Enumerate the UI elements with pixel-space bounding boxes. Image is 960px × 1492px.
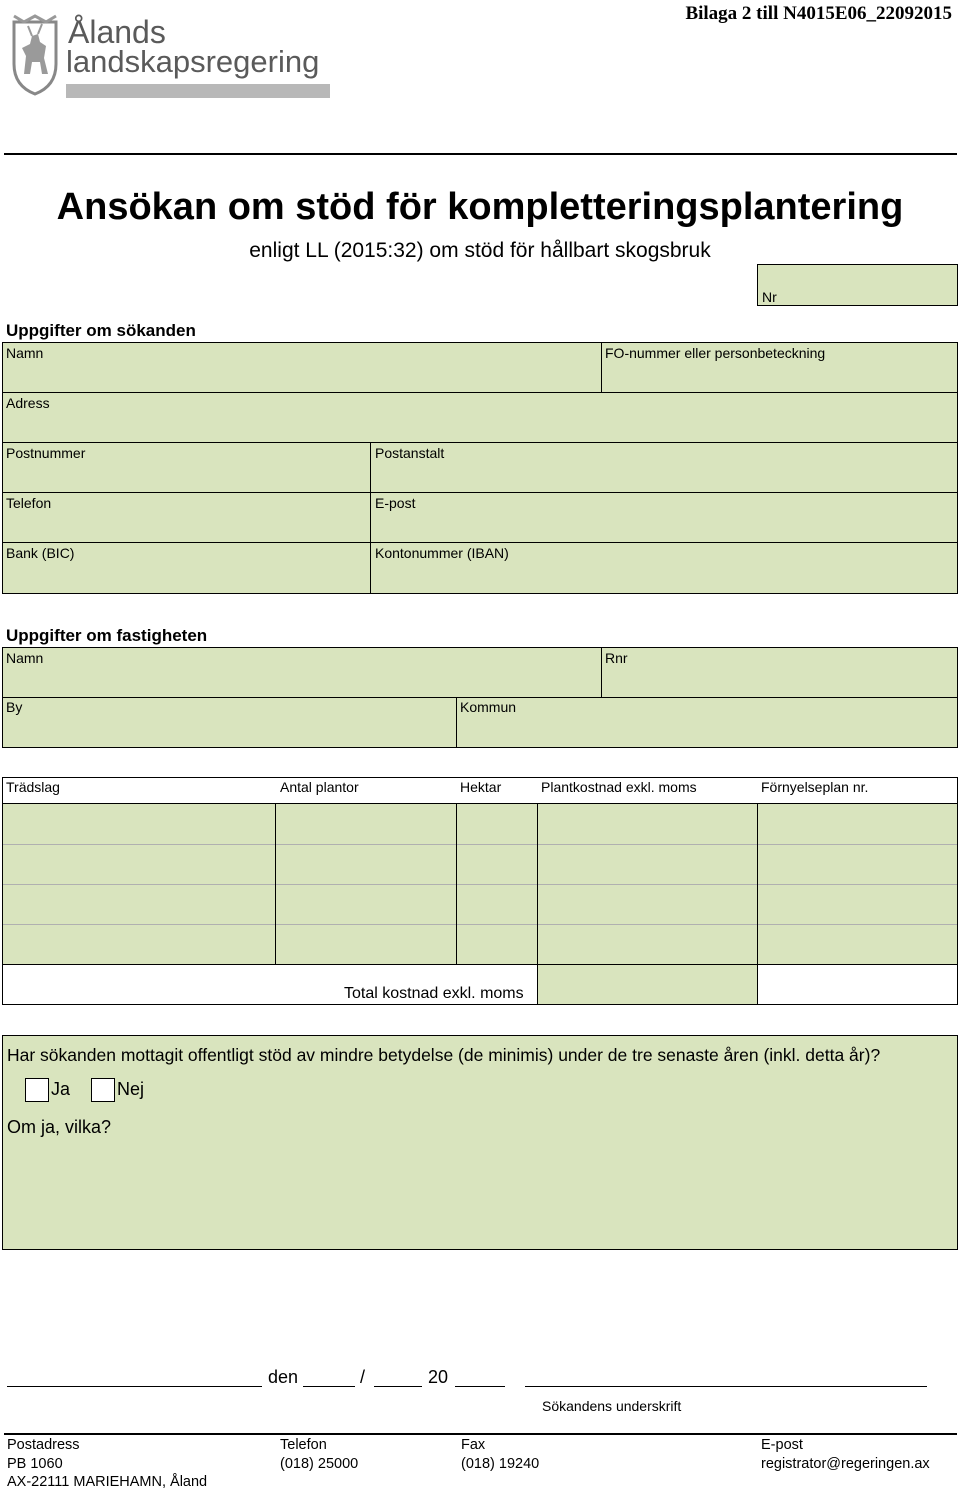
- total-cost-field[interactable]: [538, 965, 757, 1004]
- col-divider: [275, 803, 276, 965]
- year-line[interactable]: [455, 1386, 505, 1387]
- footer-phone-number: (018) 25000: [280, 1455, 359, 1472]
- footer-postal-city: AX-22111 MARIEHAMN, Åland: [7, 1474, 208, 1490]
- footer-email-address[interactable]: registrator@regeringen.ax: [761, 1455, 930, 1472]
- logo-text-line2: landskapsregering: [66, 44, 320, 79]
- postal-code-label: Postnummer: [6, 445, 86, 461]
- column-header-tree-species: Trädslag: [6, 779, 60, 795]
- year-prefix: 20: [428, 1367, 449, 1387]
- page-title: Ansökan om stöd för kompletteringsplantering: [56, 186, 904, 228]
- row-divider: [3, 844, 957, 845]
- col-divider: [456, 803, 457, 965]
- property-name-field[interactable]: [3, 648, 600, 696]
- column-header-plant-cost: Plantkostnad exkl. moms: [541, 779, 697, 795]
- footer-divider: [4, 1433, 957, 1435]
- date-slash: /: [360, 1367, 366, 1387]
- post-office-label: Postanstalt: [375, 445, 445, 461]
- yes-checkbox[interactable]: [25, 1078, 49, 1102]
- column-header-plant-count: Antal plantor: [280, 779, 359, 795]
- document-reference: Bilaga 2 till N4015E06_22092015: [685, 3, 952, 24]
- yes-label: Ja: [51, 1079, 71, 1099]
- which-label: Om ja, vilka?: [7, 1117, 112, 1137]
- header-divider: [4, 153, 957, 155]
- col-divider: [757, 803, 758, 965]
- footer-phone-heading: Telefon: [280, 1437, 327, 1453]
- footer-fax-number: (018) 19240: [461, 1455, 540, 1472]
- total-cost-label: Total kostnad exkl. moms: [344, 985, 524, 1002]
- month-line[interactable]: [374, 1386, 422, 1387]
- address-label: Adress: [6, 395, 50, 411]
- property-heading: Uppgifter om fastigheten: [6, 626, 208, 645]
- applicant-name-label: Namn: [6, 345, 44, 361]
- den-label: den: [268, 1367, 299, 1387]
- footer-fax: [461, 1436, 539, 1473]
- applicant-name-field[interactable]: [3, 343, 600, 391]
- row-divider: [2, 803, 958, 804]
- total-right-area: [758, 965, 957, 1004]
- col-divider: [537, 803, 538, 965]
- phone-label: Telefon: [6, 495, 52, 511]
- nr-field[interactable]: [757, 264, 958, 306]
- logo-text-line1: Ålands: [68, 14, 166, 50]
- col-divider: [456, 697, 457, 748]
- column-header-renewal-plan: Förnyelseplan nr.: [761, 779, 869, 795]
- no-label: Nej: [117, 1079, 145, 1099]
- col-divider: [601, 647, 602, 698]
- rnr-field[interactable]: [603, 648, 957, 696]
- rnr-label: Rnr: [605, 650, 628, 666]
- account-label: Kontonummer (IBAN): [375, 545, 509, 561]
- nr-label: Nr: [762, 289, 777, 305]
- footer-postal: [7, 1436, 207, 1492]
- email-label: E-post: [375, 495, 416, 511]
- day-line[interactable]: [303, 1386, 355, 1387]
- column-header-hectares: Hektar: [460, 779, 502, 795]
- fo-number-label: FO-nummer eller personbeteckning: [605, 345, 826, 361]
- footer-fax-heading: Fax: [461, 1437, 486, 1453]
- village-label: By: [6, 699, 23, 715]
- footer-postal-heading: Postadress: [7, 1437, 80, 1453]
- deminimis-question: Har sökanden mottagit offentligt stöd av mindre betydelse (de minimis) under de tre senaste åren (inkl. detta år)?: [7, 1045, 881, 1065]
- phone-field[interactable]: [3, 493, 369, 541]
- post-office-field[interactable]: [372, 443, 957, 491]
- place-line[interactable]: [7, 1386, 262, 1387]
- page-subtitle: enligt LL (2015:32) om stöd för hållbart skogsbruk: [249, 239, 711, 262]
- property-name-label: Namn: [6, 650, 44, 666]
- village-field[interactable]: [3, 698, 455, 747]
- signature-label: Sökandens underskrift: [542, 1398, 682, 1414]
- no-checkbox[interactable]: [91, 1078, 115, 1102]
- deminimis-box[interactable]: [2, 1035, 958, 1250]
- footer-phone: [280, 1436, 358, 1473]
- email-field[interactable]: [372, 493, 957, 541]
- footer-email-heading: E-post: [761, 1437, 803, 1453]
- logo-underline: [66, 84, 330, 98]
- municipality-field[interactable]: [458, 698, 957, 747]
- applicant-heading: Uppgifter om sökanden: [6, 321, 196, 340]
- row-divider: [3, 924, 957, 925]
- footer-email: [761, 1436, 930, 1473]
- col-divider: [601, 342, 602, 393]
- address-field[interactable]: [3, 393, 957, 441]
- municipality-label: Kommun: [460, 699, 517, 715]
- row-divider: [3, 884, 957, 885]
- bank-label: Bank (BIC): [6, 545, 75, 561]
- signature-line[interactable]: [525, 1386, 927, 1387]
- coat-of-arms-icon: [10, 14, 60, 96]
- footer-postal-box: PB 1060: [7, 1455, 63, 1472]
- col-divider: [370, 442, 371, 594]
